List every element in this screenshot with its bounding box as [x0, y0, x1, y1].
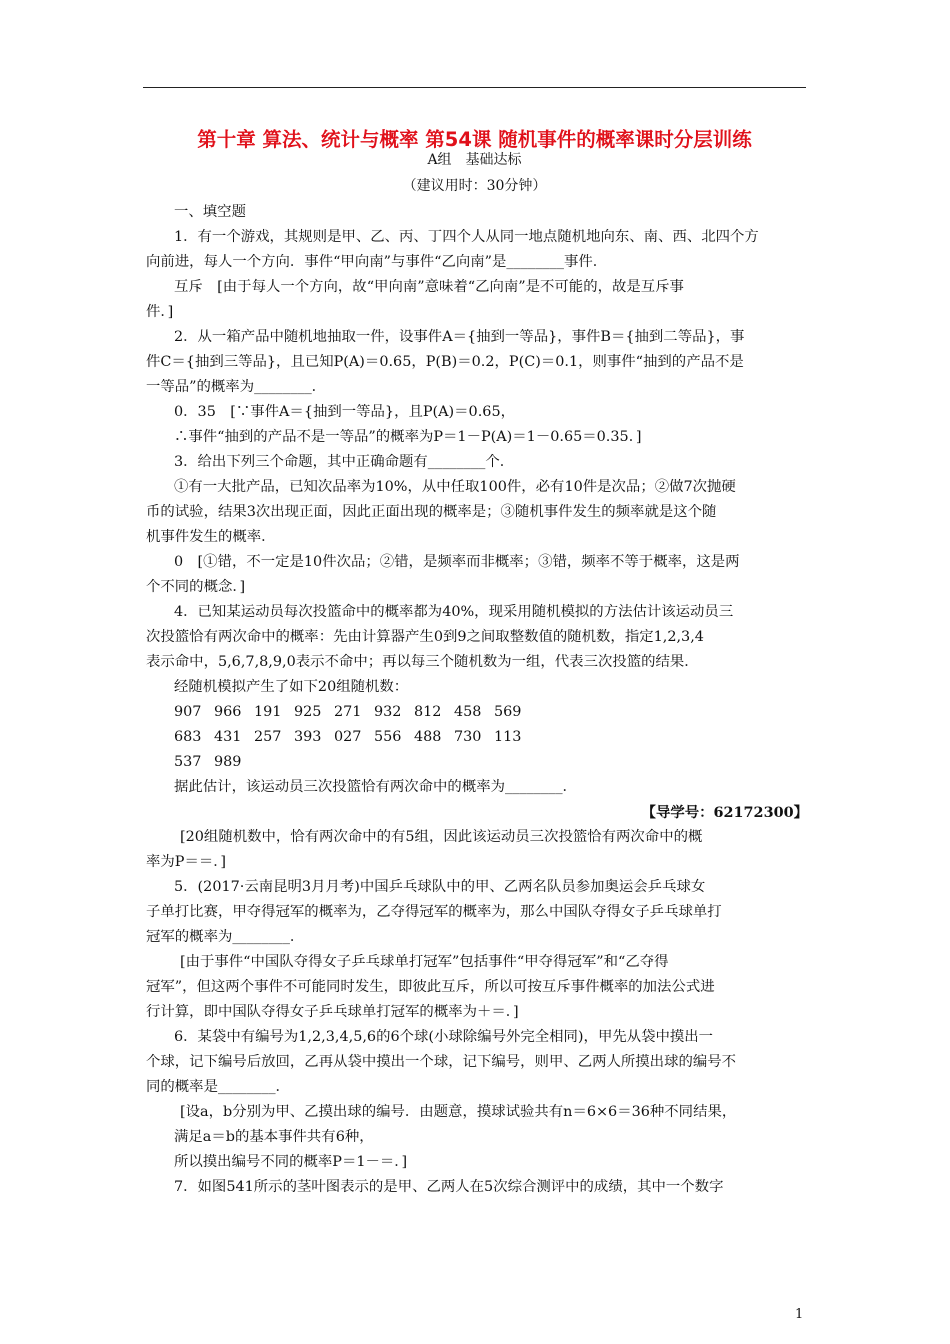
group-subtitle: A组 基础达标	[427, 152, 522, 168]
text-line: ①有一大批产品，已知次品率为10%，从中任取100件，必有10件是次品；②做7次抛硬	[174, 479, 736, 495]
answer-line: 件．]	[146, 304, 174, 320]
text-line: 件C＝{抽到三等品}，且已知P(A)＝0.65，P(B)＝0.2，P(C)＝0.1，则事件“抽到的产品不是	[146, 354, 744, 370]
text-line: 币的试验，结果3次出现正面，因此正面出现的概率是；③随机事件发生的频率就是这个随	[146, 504, 717, 520]
random-number: 488	[414, 729, 442, 745]
random-number: 257	[254, 729, 282, 745]
text-line: 机事件发生的概率．	[146, 529, 276, 545]
answer-line: 行计算，即中国队夺得女子乒乓球单打冠军的概率为＋＝．]	[146, 1004, 519, 1020]
text-line: 向前进，每人一个方向．事件“甲向南”与事件“乙向南”是________事件．	[146, 254, 608, 270]
random-number-row	[146, 725, 808, 750]
answer-line: ∴事件“抽到的产品不是一等品”的概率为P＝1－P(A)＝1－0.65＝0.35．]	[174, 429, 642, 445]
text-line: 1．有一个游戏，其规则是甲、乙、丙、丁四个人从同一地点随机地向东、南、西、北四个方	[174, 229, 759, 245]
random-number: 431	[214, 729, 242, 745]
text-line: 子单打比赛，甲夺得冠军的概率为，乙夺得冠军的概率为，那么中国队夺得女子乒乓球单打	[146, 904, 722, 920]
text-line: 一等品”的概率为________．	[146, 379, 327, 395]
answer-line: 率为P＝＝．]	[146, 854, 227, 870]
random-number: 569	[494, 704, 522, 720]
random-number: 730	[454, 729, 482, 745]
text-line: 4．已知某运动员每次投篮命中的概率都为40%，现采用随机模拟的方法估计该运动员三	[174, 604, 734, 620]
random-number: 966	[214, 704, 242, 720]
random-number: 191	[254, 704, 282, 720]
answer-line: [20组随机数中，恰有两次命中的有5组，因此该运动员三次投篮恰有两次命中的概	[180, 829, 703, 845]
text-line: 据此估计，该运动员三次投篮恰有两次命中的概率为________．	[174, 779, 577, 795]
random-number: 393	[294, 729, 322, 745]
answer-line: [设a，b分别为甲、乙摸出球的编号．由题意，摸球试验共有n＝6×6＝36种不同结果，	[180, 1104, 737, 1120]
answer-line: 满足a＝b的基本事件共有6种，	[174, 1129, 374, 1145]
guide-number: 【导学号：62172300】	[641, 804, 808, 821]
text-line: 2．从一箱产品中随机地抽取一件，设事件A＝{抽到一等品}，事件B＝{抽到二等品}，事	[174, 329, 745, 345]
document-body	[146, 200, 808, 1200]
random-number: 271	[334, 704, 362, 720]
text-line: 个球，记下编号后放回，乙再从袋中摸出一个球，记下编号，则甲、乙两人所摸出球的编号不	[146, 1054, 737, 1070]
text-line: 5．(2017·云南昆明3月月考)中国乒乓球队中的甲、乙两名队员参加奥运会乒乓球女	[174, 879, 706, 895]
answer-line: 个不同的概念．]	[146, 579, 246, 595]
text-line: 次投篮恰有两次命中的概率：先由计算器产生0到9之间取整数值的随机数，指定1,2,3,4	[146, 629, 704, 645]
answer-line: 互斥 [由于每人一个方向，故“甲向南”意味着“乙向南”是不可能的，故是互斥事	[174, 279, 684, 295]
text-line: 3．给出下列三个命题，其中正确命题有________个．	[174, 454, 515, 470]
top-rule	[143, 87, 806, 88]
random-number-row	[146, 750, 808, 775]
random-number: 812	[414, 704, 442, 720]
text-line: 6．某袋中有编号为1,2,3,4,5,6的6个球(小球除编号外完全相同)，甲先从袋中摸出一	[174, 1029, 714, 1045]
random-number: 027	[334, 729, 362, 745]
random-number: 907	[174, 704, 202, 720]
time-note: （建议用时：30分钟）	[402, 178, 547, 194]
answer-line: 0．35 [∵事件A＝{抽到一等品}，且P(A)＝0.65，	[174, 404, 515, 420]
random-number: 556	[374, 729, 402, 745]
random-number: 932	[374, 704, 402, 720]
random-number: 925	[294, 704, 322, 720]
answer-line: [由于事件“中国队夺得女子乒乓球单打冠军”包括事件“甲夺得冠军”和“乙夺得	[180, 954, 669, 970]
random-number-row	[146, 700, 808, 725]
section-heading: 一、填空题	[174, 204, 246, 220]
page-number: 1	[795, 1307, 804, 1322]
random-number: 113	[494, 729, 522, 745]
text-line: 表示命中，5,6,7,8,9,0表示不命中；再以每三个随机数为一组，代表三次投篮的结果．	[146, 654, 699, 670]
text-line: 7．如图541所示的茎叶图表示的是甲、乙两人在5次综合测评中的成绩，其中一个数字	[174, 1179, 724, 1195]
answer-line: 冠军”，但这两个事件不可能同时发生，即彼此互斥，所以可按互斥事件概率的加法公式进	[146, 979, 715, 995]
text-line: 同的概率是________．	[146, 1079, 290, 1095]
answer-line: 0 [①错，不一定是10件次品；②错，是频率而非概率；③错，频率不等于概率，这是两	[174, 554, 740, 570]
random-number: 458	[454, 704, 482, 720]
text-line: 冠军的概率为________．	[146, 929, 305, 945]
random-number: 989	[214, 754, 242, 770]
answer-line: 所以摸出编号不同的概率P＝1－＝．]	[174, 1154, 408, 1170]
page-title: 第十章 算法、统计与概率 第54课 随机事件的概率课时分层训练	[197, 128, 752, 151]
random-number: 537	[174, 754, 202, 770]
text-line: 经随机模拟产生了如下20组随机数：	[174, 679, 409, 695]
random-number: 683	[174, 729, 202, 745]
